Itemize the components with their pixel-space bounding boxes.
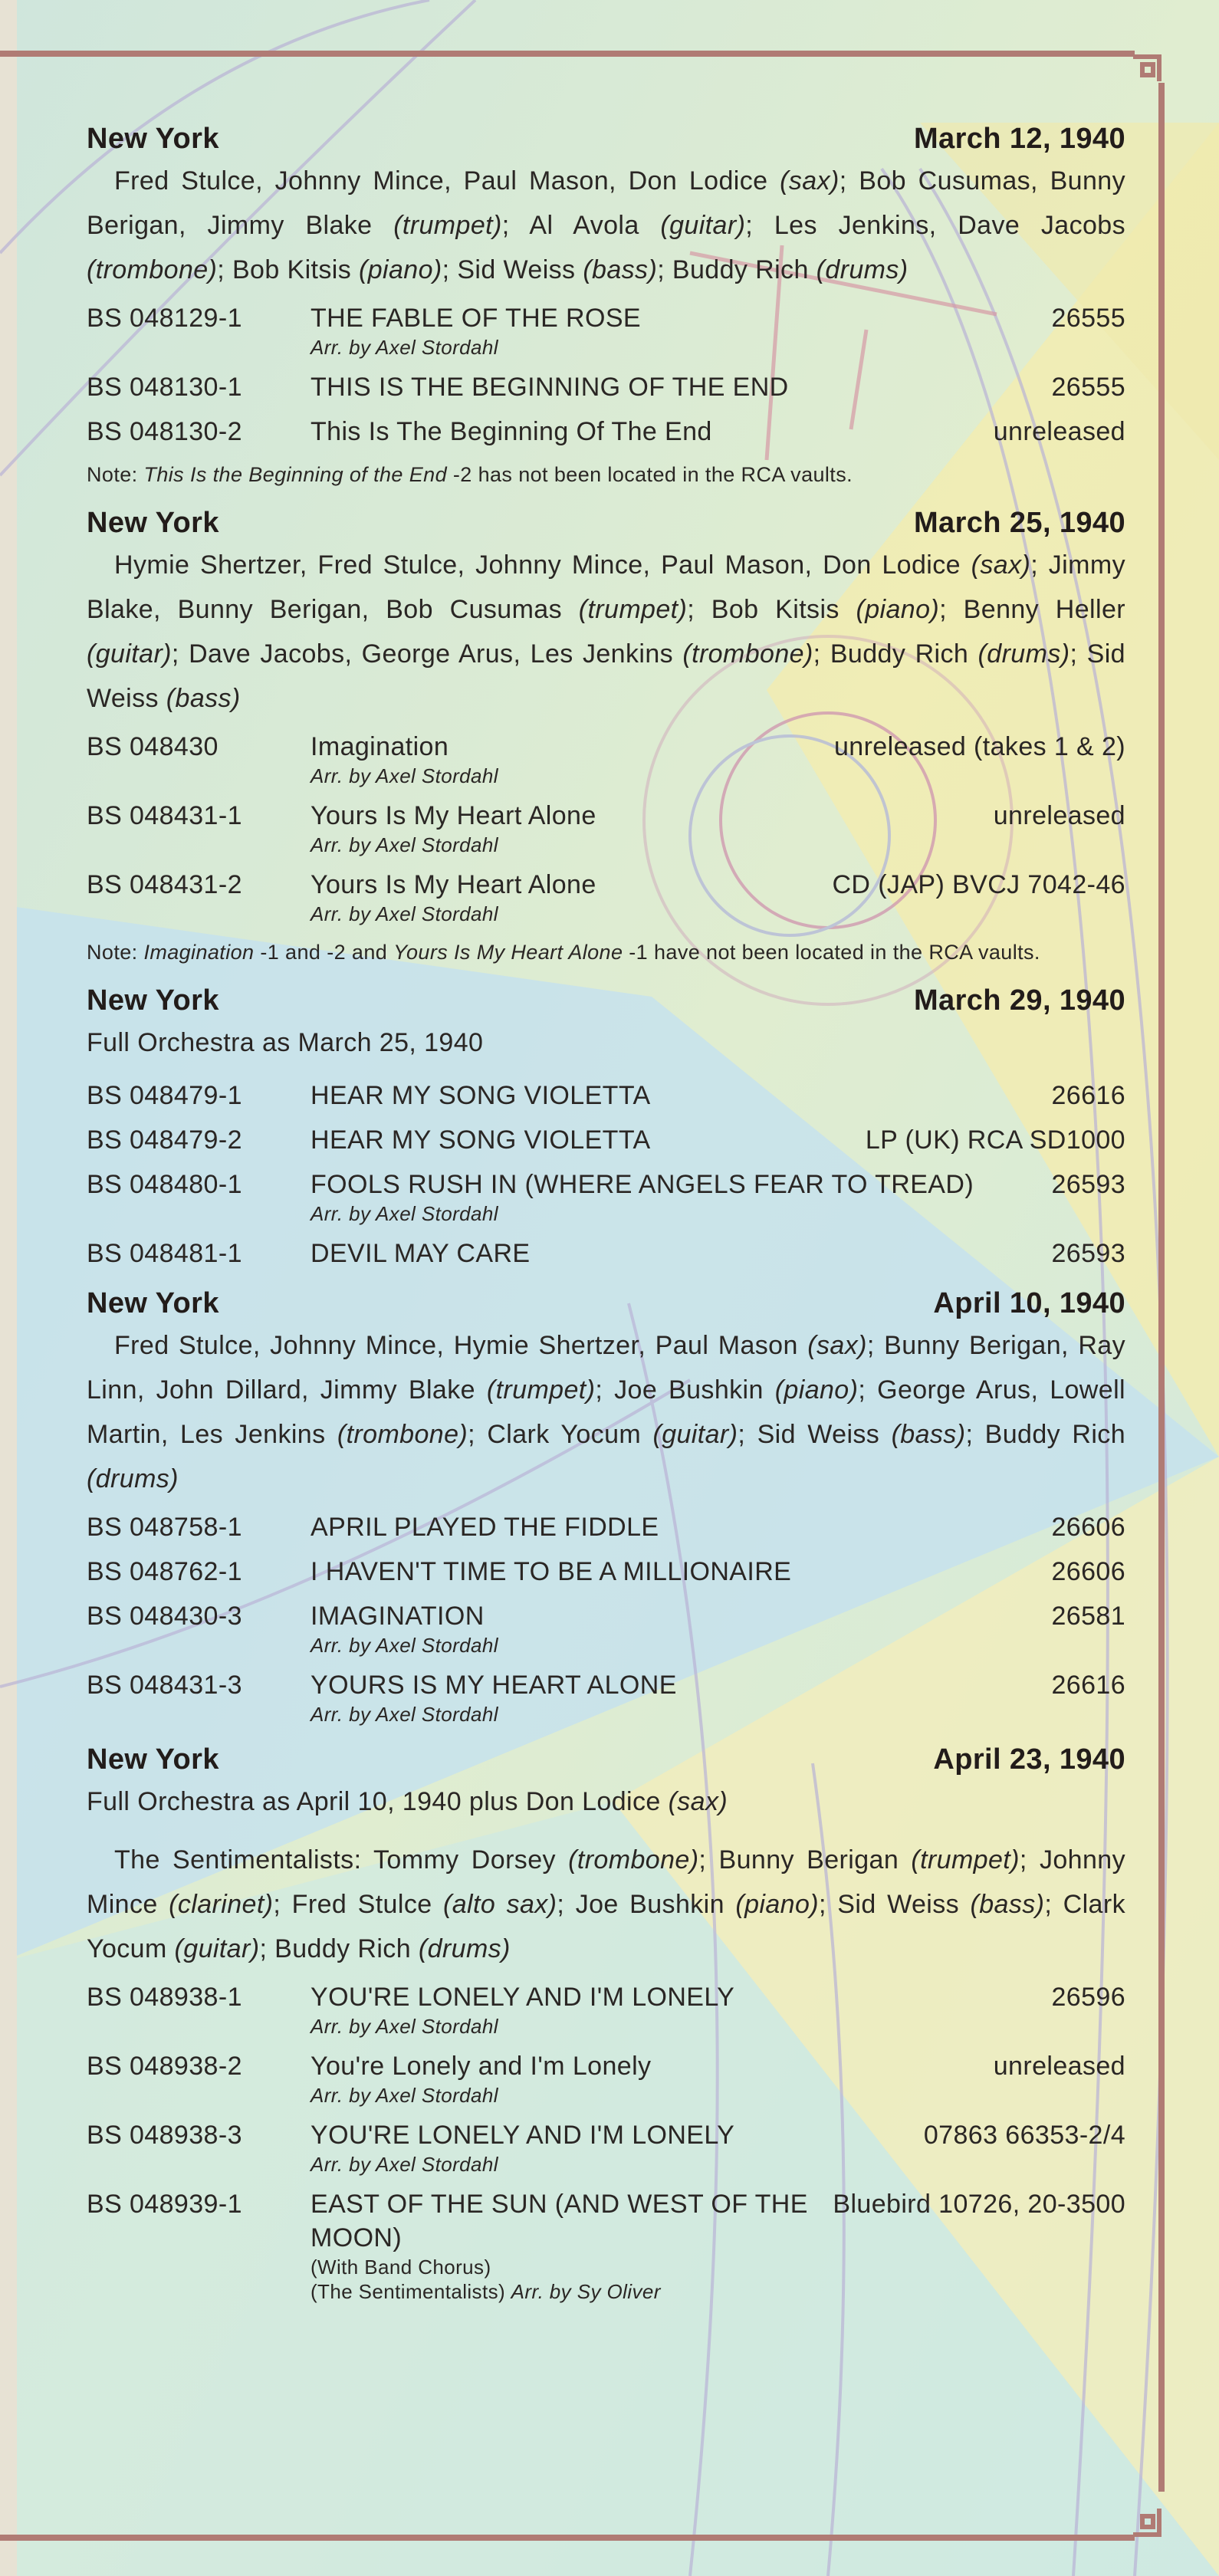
track-info — [310, 799, 981, 857]
session-block — [87, 507, 1125, 968]
track-row — [87, 301, 1125, 360]
track-row — [87, 868, 1125, 926]
track-title: Yours Is My Heart Alone — [310, 801, 596, 830]
instrument-label: (piano) — [359, 255, 442, 284]
track-credit-line — [310, 2255, 820, 2279]
instrument-label: (trumpet) — [911, 1845, 1020, 1875]
text-run: ; Bob Cusumas, Bunny Berigan, Jimmy Blake — [87, 166, 1125, 240]
text-run: Hymie Shertzer, Fred Stulce, Johnny Mince, Paul Mason, Don Lodice — [114, 550, 971, 580]
instrument-label: (sax) — [668, 1787, 728, 1816]
instrument-label: (drums) — [978, 639, 1070, 669]
track-title: THE FABLE OF THE ROSE — [310, 304, 641, 333]
track-info — [310, 1599, 1039, 1658]
arranger-credit: Arr. by Axel Stordahl — [310, 2153, 498, 2176]
text-run: ; Sid Weiss — [442, 255, 583, 284]
track-title: HEAR MY SONG VIOLETTA — [310, 1125, 651, 1155]
track-row — [87, 2187, 1125, 2304]
track-info — [310, 415, 981, 449]
instrument-label: (guitar) — [87, 639, 172, 669]
text-run: ; Johnny Mince — [87, 1845, 1125, 1919]
matrix-number: BS 048430 — [87, 732, 219, 761]
matrix-number: BS 048479-1 — [87, 1081, 242, 1110]
text-run: ; Clark Yocum — [468, 1420, 653, 1449]
track-title: THIS IS THE BEGINNING OF THE END — [310, 373, 789, 402]
instrument-label: (piano) — [774, 1375, 859, 1405]
arranger-credit: Arr. by Axel Stordahl — [310, 336, 498, 359]
track-info — [310, 370, 1039, 404]
track-row — [87, 1599, 1125, 1658]
text-run: Note: — [87, 463, 144, 486]
text-run: ; Bunny Berigan — [698, 1845, 912, 1875]
track-title: This Is The Beginning Of The End — [310, 417, 712, 446]
instrument-label: (trombone) — [682, 639, 813, 669]
instrument-label: (guitar) — [660, 211, 746, 240]
track-title: YOURS IS MY HEART ALONE — [310, 1671, 677, 1700]
session-date: March 29, 1940 — [914, 984, 1125, 1017]
issue-number: 26555 — [1051, 373, 1125, 402]
matrix-number: BS 048430-3 — [87, 1602, 242, 1631]
instrument-label: (trombone) — [568, 1845, 699, 1875]
instrument-label: (piano) — [856, 595, 940, 624]
matrix-number: BS 048431-1 — [87, 801, 242, 830]
session-note — [87, 459, 1125, 490]
session-location: New York — [87, 123, 219, 155]
track-credit-line — [310, 2279, 820, 2304]
instrument-label: (sax) — [971, 550, 1031, 580]
text-run: ; Fred Stulce — [273, 1890, 443, 1919]
text-run: ; Les Jenkins, Dave Jacobs — [745, 211, 1125, 240]
issue-number: 26555 — [1051, 304, 1125, 333]
text-run: ; Sid Weiss — [87, 639, 1125, 713]
track-title: EAST OF THE SUN (AND WEST OF THE MOON) — [310, 2190, 808, 2252]
track-title: HEAR MY SONG VIOLETTA — [310, 1081, 651, 1110]
matrix-number: BS 048479-2 — [87, 1125, 242, 1155]
session-location: New York — [87, 984, 219, 1017]
track-row — [87, 1168, 1125, 1226]
instrument-label: (drums) — [87, 1464, 179, 1493]
track-info — [310, 1980, 1039, 2039]
text-run: -1 have not been located in the RCA vaults. — [623, 941, 1040, 964]
track-row — [87, 1237, 1125, 1270]
session-header — [87, 507, 1125, 540]
matrix-number: BS 048480-1 — [87, 1170, 242, 1199]
personnel-paragraph — [87, 543, 1125, 721]
session-location: New York — [87, 1287, 219, 1319]
session-block — [87, 1743, 1125, 2304]
session-block — [87, 1287, 1125, 1727]
text-run: ; Buddy Rich — [965, 1420, 1126, 1449]
text-run: ; Buddy Rich — [813, 639, 978, 669]
text-run: ; Sid Weiss — [819, 1890, 971, 1919]
instrument-label: (drums) — [816, 255, 909, 284]
track-row — [87, 415, 1125, 449]
session-block — [87, 123, 1125, 490]
text-run: ; Joe Bushkin — [557, 1890, 736, 1919]
issue-number: 26593 — [1051, 1239, 1125, 1268]
track-info — [310, 1123, 853, 1157]
instrument-label: (piano) — [735, 1890, 820, 1919]
instrument-label: (clarinet) — [169, 1890, 274, 1919]
text-run: (With Band Chorus) — [310, 2256, 491, 2279]
matrix-number: BS 048938-3 — [87, 2121, 242, 2150]
issue-number: 26606 — [1051, 1557, 1125, 1586]
track-info — [310, 1237, 1039, 1270]
track-row — [87, 1980, 1125, 2039]
track-info — [310, 1079, 1039, 1112]
track-info — [310, 2118, 912, 2177]
instrument-label: This Is the Beginning of the End — [143, 463, 447, 486]
track-info — [310, 868, 820, 926]
instrument-label: (sax) — [780, 166, 840, 196]
track-title: FOOLS RUSH IN (WHERE ANGELS FEAR TO TREAD) — [310, 1170, 974, 1199]
text-run: ; Benny Heller — [939, 595, 1125, 624]
issue-number: unreleased — [993, 417, 1125, 446]
instrument-label: (trumpet) — [486, 1375, 596, 1405]
instrument-label: (trombone) — [87, 255, 218, 284]
matrix-number: BS 048130-2 — [87, 417, 242, 446]
issue-number: 26596 — [1051, 1983, 1125, 2012]
arranger-credit: Arr. by Axel Stordahl — [310, 2015, 498, 2038]
text-run: ; Buddy Rich — [657, 255, 816, 284]
text-run: Fred Stulce, Johnny Mince, Paul Mason, Don Lodice — [114, 166, 780, 196]
issue-number: 26593 — [1051, 1170, 1125, 1199]
instrument-label: (sax) — [807, 1331, 867, 1360]
issue-number: unreleased — [993, 801, 1125, 830]
track-title: YOU'RE LONELY AND I'M LONELY — [310, 1983, 735, 2012]
arranger-credit: Arr. by Axel Stordahl — [310, 1703, 498, 1726]
personnel-paragraph — [87, 1838, 1125, 1971]
text-run: Full Orchestra as April 10, 1940 plus Don Lodice — [87, 1787, 669, 1816]
track-info — [310, 1555, 1039, 1589]
track-title: DEVIL MAY CARE — [310, 1239, 531, 1268]
track-row — [87, 1510, 1125, 1544]
track-info — [310, 2049, 981, 2108]
matrix-number: BS 048938-1 — [87, 1983, 242, 2012]
track-title: APRIL PLAYED THE FIDDLE — [310, 1513, 659, 1542]
matrix-number: BS 048130-1 — [87, 373, 242, 402]
arranger-credit: Arr. by Axel Stordahl — [310, 2084, 498, 2107]
instrument-label: (trombone) — [337, 1420, 468, 1449]
track-row — [87, 730, 1125, 788]
track-row — [87, 1555, 1125, 1589]
instrument-label: (trumpet) — [393, 211, 502, 240]
instrument-label: Arr. by Sy Oliver — [511, 2280, 661, 2303]
instrument-label: (bass) — [166, 684, 241, 713]
track-row — [87, 799, 1125, 857]
text-run: The Sentimentalists: Tommy Dorsey — [114, 1845, 569, 1875]
track-info — [310, 1510, 1039, 1544]
session-header — [87, 123, 1125, 156]
text-run: ; Clark Yocum — [87, 1890, 1125, 1963]
track-row — [87, 2049, 1125, 2108]
issue-number: LP (UK) RCA SD1000 — [865, 1125, 1125, 1155]
instrument-label: (trumpet) — [578, 595, 688, 624]
text-run: ; George Arus, Lowell Martin, Les Jenkins — [87, 1375, 1125, 1449]
issue-number: unreleased (takes 1 & 2) — [833, 732, 1125, 761]
personnel-line — [87, 1779, 1125, 1824]
text-run: (The Sentimentalists) — [310, 2280, 511, 2303]
instrument-label: (bass) — [970, 1890, 1045, 1919]
discography-page — [87, 123, 1125, 2321]
track-row — [87, 1668, 1125, 1727]
personnel-paragraph — [87, 159, 1125, 292]
session-date: March 12, 1940 — [914, 123, 1125, 155]
issue-number: 26616 — [1051, 1081, 1125, 1110]
track-title: YOU'RE LONELY AND I'M LONELY — [310, 2121, 735, 2150]
personnel-line: Full Orchestra as March 25, 1940 — [87, 1028, 484, 1057]
track-row — [87, 1123, 1125, 1157]
text-run: Note: — [87, 941, 144, 964]
issue-number: unreleased — [993, 2052, 1125, 2081]
track-title: Imagination — [310, 732, 449, 761]
issue-number: 26581 — [1051, 1602, 1125, 1631]
matrix-number: BS 048762-1 — [87, 1557, 242, 1586]
session-date: March 25, 1940 — [914, 507, 1125, 539]
track-title: Yours Is My Heart Alone — [310, 870, 596, 899]
instrument-label: (guitar) — [652, 1420, 738, 1449]
issue-number: 26616 — [1051, 1671, 1125, 1700]
text-run: -1 and -2 and — [254, 941, 394, 964]
text-run: ; Sid Weiss — [738, 1420, 892, 1449]
session-date: April 23, 1940 — [933, 1743, 1125, 1776]
matrix-number: BS 048431-3 — [87, 1671, 242, 1700]
arranger-credit: Arr. by Axel Stordahl — [310, 1202, 498, 1225]
session-location: New York — [87, 507, 219, 539]
text-run: Fred Stulce, Johnny Mince, Hymie Shertzer, Paul Mason — [114, 1331, 808, 1360]
text-run: ; Jimmy Blake, Bunny Berigan, Bob Cusumas — [87, 550, 1125, 624]
issue-number: CD (JAP) BVCJ 7042-46 — [832, 870, 1125, 899]
text-run: ; Joe Bushkin — [595, 1375, 775, 1405]
arranger-credit: Arr. by Axel Stordahl — [310, 1634, 498, 1657]
track-row — [87, 370, 1125, 404]
session-block — [87, 984, 1125, 1270]
track-title: You're Lonely and I'm Lonely — [310, 2052, 652, 2081]
session-header — [87, 1287, 1125, 1320]
instrument-label: (drums) — [418, 1934, 511, 1963]
arranger-credit: Arr. by Axel Stordahl — [310, 764, 498, 787]
text-run: ; Dave Jacobs, George Arus, Les Jenkins — [171, 639, 683, 669]
session-note — [87, 937, 1125, 968]
text-run: ; Al Avola — [501, 211, 661, 240]
matrix-number: BS 048758-1 — [87, 1513, 242, 1542]
track-info — [310, 2187, 820, 2304]
track-info — [310, 1668, 1039, 1727]
session-header — [87, 1743, 1125, 1776]
track-info — [310, 730, 822, 788]
matrix-number: BS 048431-2 — [87, 870, 242, 899]
text-run: ; Buddy Rich — [259, 1934, 419, 1963]
personnel-paragraph — [87, 1323, 1125, 1501]
instrument-label: (alto sax) — [442, 1890, 557, 1919]
text-run: -2 has not been located in the RCA vaults. — [446, 463, 853, 486]
text-run: ; Bob Kitsis — [217, 255, 359, 284]
session-date: April 10, 1940 — [933, 1287, 1125, 1319]
text-run: ; Bunny Berigan, Ray Linn, John Dillard, Jimmy Blake — [87, 1331, 1125, 1405]
instrument-label: Imagination — [143, 941, 255, 964]
issue-number: 07863 66353-2/4 — [923, 2121, 1125, 2150]
session-location: New York — [87, 1743, 219, 1776]
track-info — [310, 301, 1039, 360]
matrix-number: BS 048481-1 — [87, 1239, 242, 1268]
arranger-credit: Arr. by Axel Stordahl — [310, 833, 498, 856]
issue-number: 26606 — [1051, 1513, 1125, 1542]
track-row — [87, 1079, 1125, 1112]
track-info — [310, 1168, 1039, 1226]
track-row — [87, 2118, 1125, 2177]
issue-number: Bluebird 10726, 20-3500 — [833, 2190, 1125, 2219]
track-title: IMAGINATION — [310, 1602, 485, 1631]
instrument-label: (guitar) — [174, 1934, 260, 1963]
track-title: I HAVEN'T TIME TO BE A MILLIONAIRE — [310, 1557, 792, 1586]
matrix-number: BS 048129-1 — [87, 304, 242, 333]
left-binding-strip — [0, 0, 17, 2576]
instrument-label: (bass) — [891, 1420, 966, 1449]
instrument-label: Yours Is My Heart Alone — [393, 941, 623, 964]
text-run: ; Bob Kitsis — [687, 595, 856, 624]
instrument-label: (bass) — [583, 255, 658, 284]
session-header — [87, 984, 1125, 1017]
matrix-number: BS 048939-1 — [87, 2190, 242, 2219]
arranger-credit: Arr. by Axel Stordahl — [310, 902, 498, 925]
matrix-number: BS 048938-2 — [87, 2052, 242, 2081]
